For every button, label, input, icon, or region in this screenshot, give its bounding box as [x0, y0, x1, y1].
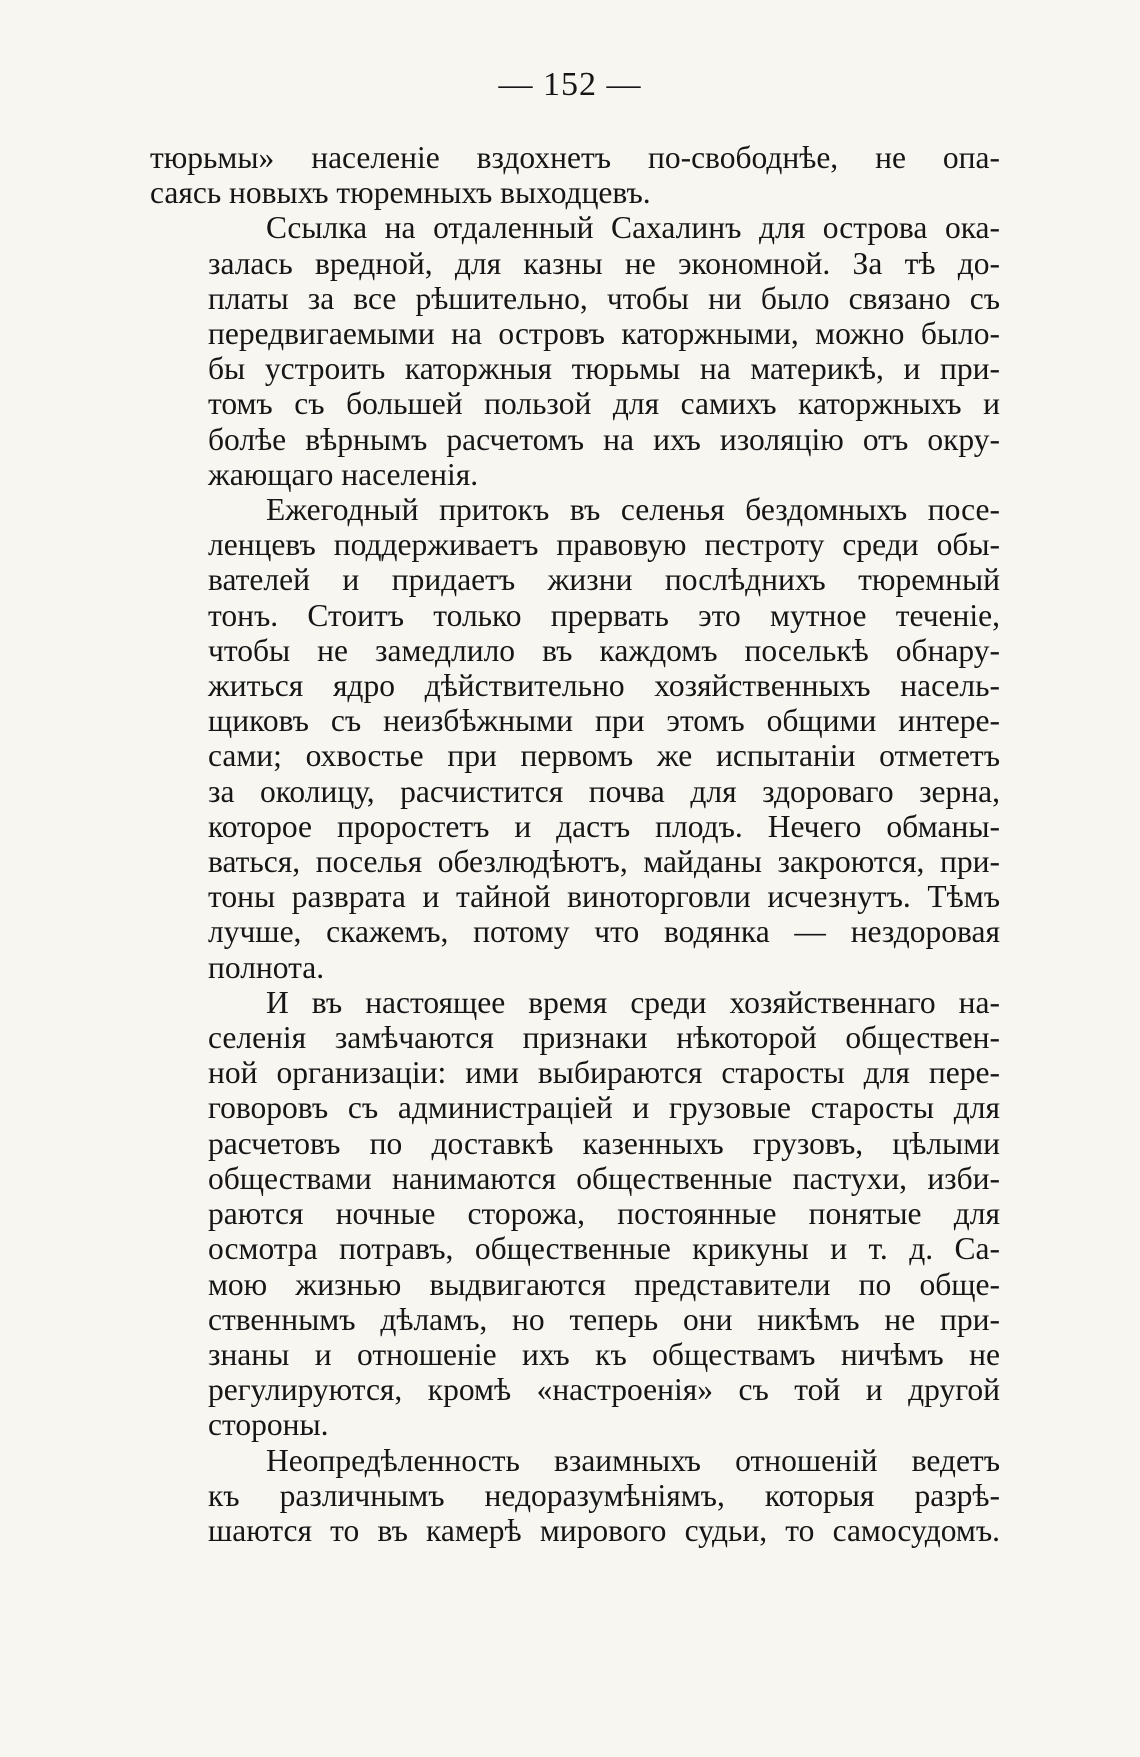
text-line: ленцевъ поддерживаетъ правовую пестроту среди обы- — [208, 527, 1000, 563]
text-line: саясь новыхъ тюремныхъ выходцевъ. — [150, 175, 651, 211]
text-line: которое проростетъ и дастъ плодъ. Нечего обманы- — [208, 808, 1000, 844]
text-line: платы за все рѣшительно, чтобы ни было связано съ — [208, 280, 1000, 316]
text-line: шаются то въ камерѣ мирового судьи, то самосудомъ. — [208, 1512, 1000, 1548]
text-line: бы устроить каторжныя тюрьмы на материкѣ, и при- — [208, 351, 1000, 387]
text-line: селенія замѣчаются признаки нѣкоторой обществен- — [208, 1020, 1000, 1056]
text-line: мою жизнью выдвигаются представители по обще- — [208, 1266, 1000, 1302]
text-line: Ссылка на отдаленный Сахалинъ для острова ока- — [266, 210, 1000, 246]
text-line: тоны разврата и тайной виноторговли исчезнутъ. Тѣмъ — [208, 879, 1000, 915]
text-line: И въ настоящее время среди хозяйственнаго на- — [266, 984, 1000, 1020]
text-line: осмотра потравъ, общественные крикуны и т. д. Са- — [208, 1231, 1000, 1267]
text-line: стороны. — [208, 1407, 329, 1443]
text-line: раются ночные сторожа, постоянные понятые для — [208, 1196, 1000, 1232]
text-line: чтобы не замедлило въ каждомъ поселькѣ обнару- — [208, 632, 1000, 668]
page-number: — 152 — — [498, 66, 642, 103]
paragraph-2 — [150, 210, 1000, 492]
text-line: тюрьмы» населеніе вздохнетъ по-свободнѣе, не опа- — [150, 140, 1000, 175]
text-line: житься ядро дѣйствительно хозяйственныхъ насель- — [208, 668, 1000, 704]
text-line: томъ съ большей пользой для самихъ каторжныхъ и — [208, 386, 1000, 422]
paragraph-3 — [150, 492, 1000, 985]
text-line: ственнымъ дѣламъ, но теперь они никѣмъ не при- — [208, 1301, 1000, 1337]
text-line: полнота. — [208, 949, 325, 985]
text-line: Неопредѣленность взаимныхъ отношеній ведетъ — [266, 1442, 1000, 1478]
paragraph-1 — [150, 140, 1000, 210]
text-line: ваться, поселья обезлюдѣютъ, майданы закроются, при- — [208, 844, 1000, 880]
paragraph-5 — [150, 1443, 1000, 1549]
text-line: регулируются, кромѣ «настроенія» съ той и другой — [208, 1372, 1000, 1408]
text-line: передвигаемыми на островъ каторжными, можно было- — [208, 316, 1000, 352]
text-line: залась вредной, для казны не экономной. За тѣ до- — [208, 245, 1000, 281]
body-text — [150, 140, 1000, 1548]
paragraph-4 — [150, 985, 1000, 1443]
text-line: лучше, скажемъ, потому что водянка — нездоровая — [208, 914, 1000, 950]
text-line: расчетовъ по доставкѣ казенныхъ грузовъ, цѣлыми — [208, 1125, 1000, 1161]
text-line: Ежегодный притокъ въ селенья бездомныхъ посе- — [266, 492, 1000, 528]
text-line: говоровъ съ администраціей и грузовые старосты для — [208, 1090, 1000, 1126]
text-line: жающаго населенія. — [208, 456, 479, 492]
text-line: щиковъ съ неизбѣжными при этомъ общими интере- — [208, 703, 1000, 739]
text-line: за околицу, расчистится почва для здороваго зерна, — [208, 773, 1000, 809]
text-line: къ различнымъ недоразумѣніямъ, которыя разрѣ- — [208, 1477, 1000, 1513]
text-line: знаны и отношеніе ихъ къ обществамъ ничѣмъ не — [208, 1336, 1000, 1372]
text-line: болѣе вѣрнымъ расчетомъ на ихъ изоляцію отъ окру- — [208, 421, 1000, 457]
text-line: обществами нанимаются общественные пастухи, изби- — [208, 1160, 1000, 1196]
text-line: вателей и придаетъ жизни послѣднихъ тюремный — [208, 562, 1000, 598]
text-line: сами; охвостье при первомъ же испытаніи отмететъ — [208, 738, 1000, 774]
text-line: тонъ. Стоитъ только прервать это мутное теченіе, — [208, 597, 1000, 633]
text-line: ной организаціи: ими выбираются старосты для пере- — [208, 1055, 1000, 1091]
